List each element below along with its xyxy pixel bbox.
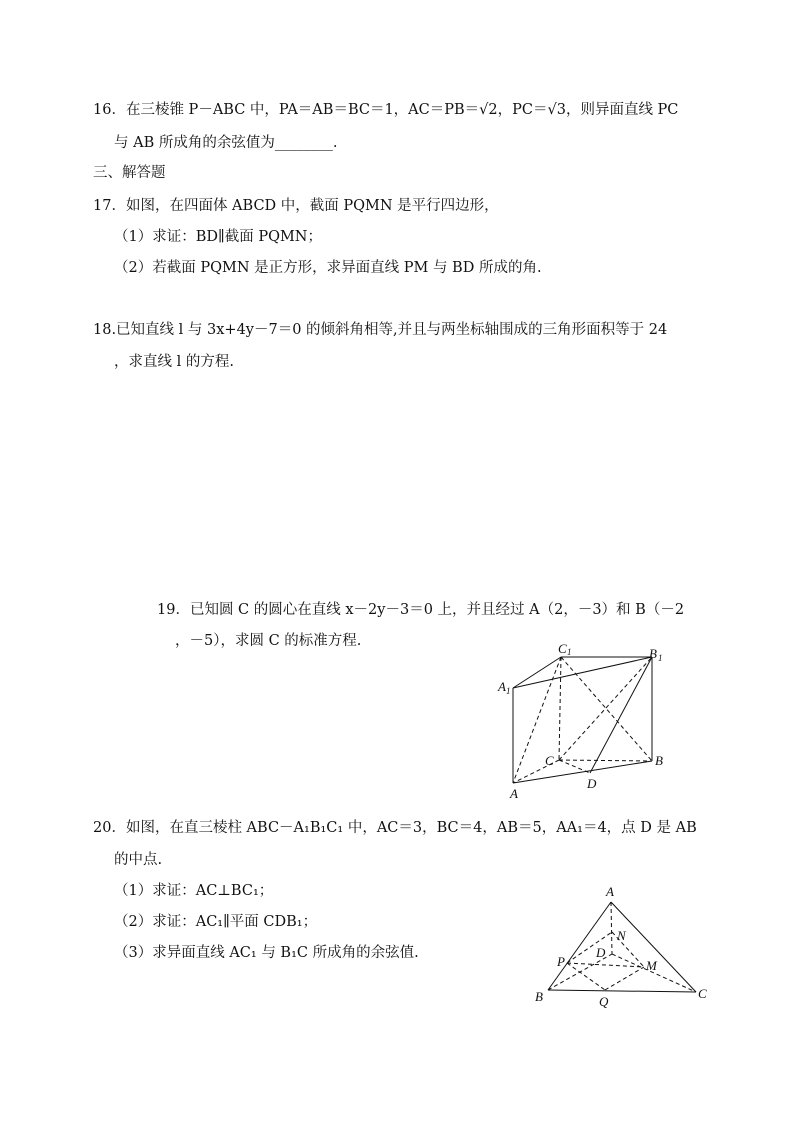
label-a1: A <box>498 679 506 694</box>
q18-line2: ，求直线 l 的方程. <box>114 354 234 370</box>
label-a: A <box>510 786 518 801</box>
label-a: A <box>606 884 614 899</box>
edge-cd <box>559 760 590 773</box>
q17-part2: （2）若截面 PQMN 是正方形，求异面直线 PM 与 BD 所成的角. <box>114 260 542 276</box>
label-b: B <box>535 989 543 1004</box>
q20-stem1: 20．如图，在直三棱柱 ABC－A₁B₁C₁ 中，AC＝3，BC＝4，AB＝5，AA₁＝4，点 D 是 AB <box>93 820 697 836</box>
label-c1: C <box>558 641 567 656</box>
q19-line1: 19．已知圆 C 的圆心在直线 x－2y－3＝0 上，并且经过 A（2，－3）和 B（－2 <box>157 602 685 618</box>
label-b1: B <box>649 646 657 661</box>
label-a1-sub: 1 <box>506 686 511 696</box>
q16-line2: 与 AB 所成角的余弦值为________. <box>114 135 338 151</box>
q16-line1: 16．在三棱锥 P－ABC 中，PA＝AB＝BC＝1，AC＝PB＝√2，PC＝√3，则异面直线 PC <box>93 102 679 118</box>
tetrahedron-figure <box>530 882 720 1012</box>
label-q: Q <box>599 994 609 1009</box>
section-heading: 三、解答题 <box>93 165 166 181</box>
label-c: C <box>545 753 554 768</box>
edge-qm <box>605 967 644 990</box>
label-d: D <box>587 776 597 791</box>
label-b: B <box>655 753 663 768</box>
label-c1-sub: 1 <box>567 647 572 657</box>
edge-c1b <box>561 657 652 761</box>
q19-line2: ，－5），求圆 C 的标准方程. <box>175 633 362 649</box>
edge-a1b1 <box>513 657 652 688</box>
edge-c1c <box>559 657 561 760</box>
q20-part3: （3）求异面直线 AC₁ 与 B₁C 所成角的余弦值. <box>114 945 419 961</box>
edge-cb <box>559 760 652 761</box>
q20-part2: （2）求证：AC₁∥平面 CDB₁； <box>114 914 318 930</box>
edge-c1a <box>513 657 561 783</box>
label-p: P <box>557 954 565 969</box>
q17-stem: 17．如图，在四面体 ABCD 中，截面 PQMN 是平行四边形， <box>93 198 499 214</box>
q20-stem2: 的中点. <box>114 852 163 868</box>
label-b1-sub: 1 <box>658 653 663 663</box>
edge-ad <box>611 902 612 954</box>
q18-line1: 18.已知直线 l 与 3x+4y－7＝0 的倾斜角相等,并且与两坐标轴围成的三角形面积等于 24 <box>93 322 668 338</box>
label-m: M <box>646 958 657 973</box>
label-c: C <box>698 986 707 1001</box>
label-n: N <box>617 928 626 943</box>
q17-part1: （1）求证：BD∥截面 PQMN； <box>114 229 322 245</box>
edge-bc <box>548 990 696 992</box>
edge-b1d <box>590 657 652 773</box>
edge-c1a1 <box>513 657 561 688</box>
label-d: D <box>596 945 606 960</box>
prism-figure <box>490 638 680 803</box>
q20-part1: （1）求证：AC⊥BC₁； <box>114 883 274 899</box>
edge-ab <box>513 761 652 783</box>
